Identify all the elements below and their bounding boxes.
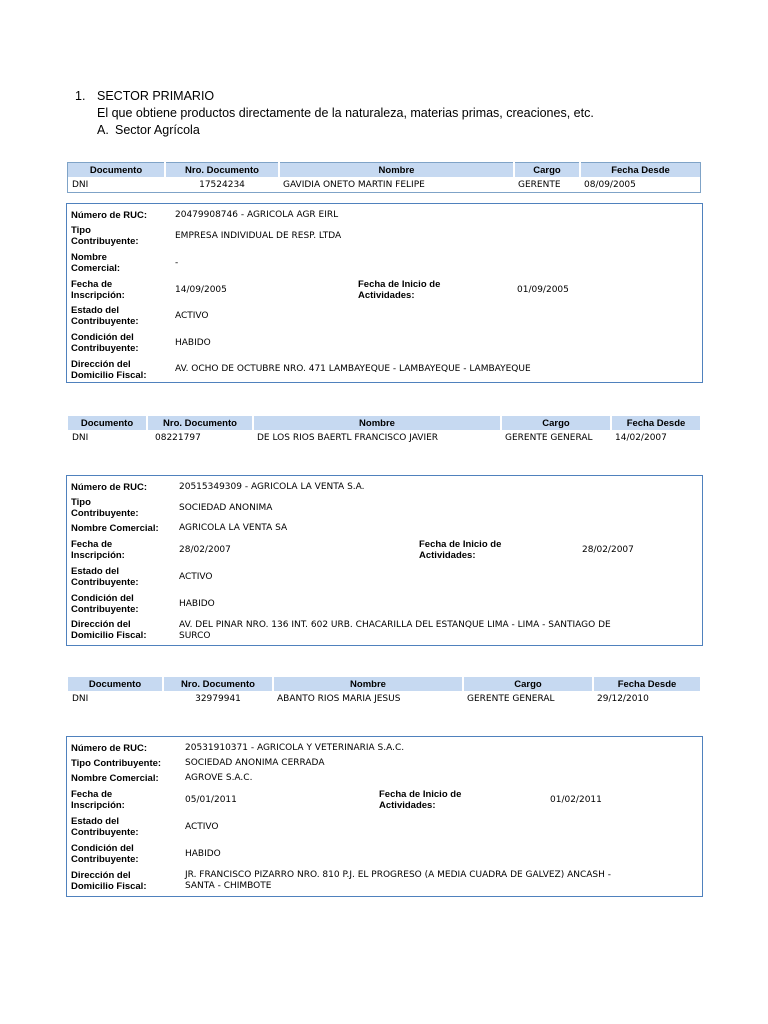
table-row bbox=[68, 430, 700, 445]
col-documento: Documento bbox=[68, 677, 163, 691]
ruc-info-box bbox=[66, 475, 703, 646]
representative-table bbox=[68, 416, 700, 445]
value-direccion-line2: SURCO bbox=[179, 631, 211, 641]
table-header-row bbox=[68, 677, 700, 691]
label-estado-2: Contribuyente: bbox=[71, 827, 139, 838]
label-ruc: Número de RUC: bbox=[71, 210, 148, 221]
label-tipo-contribuyente: Tipo Contribuyente: bbox=[71, 758, 162, 769]
col-nro-documento: Nro. Documento bbox=[163, 677, 273, 691]
section-number: 1. bbox=[75, 89, 86, 103]
label-direccion-1: Dirección del bbox=[71, 870, 131, 881]
label-condicion-1: Condición del bbox=[71, 332, 134, 343]
label-fecha-2: Inscripción: bbox=[71, 550, 125, 561]
value-fecha-inscripcion: 28/02/2007 bbox=[179, 545, 231, 555]
label-fecha-2: Inscripción: bbox=[71, 800, 125, 811]
label-inicio-1: Fecha de Inicio de bbox=[419, 539, 502, 550]
cell-documento: DNI bbox=[72, 693, 89, 704]
table-row bbox=[68, 177, 701, 193]
value-direccion-line1: JR. FRANCISCO PIZARRO NRO. 810 P.J. EL PROGRESO (A MEDIA CUADRA DE GALVEZ) ANCASH - bbox=[185, 870, 612, 880]
section-heading-row bbox=[75, 88, 594, 105]
label-estado-1: Estado del bbox=[71, 566, 120, 577]
label-inicio-2: Actividades: bbox=[419, 550, 476, 561]
value-condicion: HABIDO bbox=[185, 849, 221, 859]
value-nombre-comercial: AGROVE S.A.C. bbox=[185, 773, 253, 783]
value-ruc: 20479908746 - AGRICOLA AGR EIRL bbox=[175, 210, 339, 220]
col-cargo: Cargo bbox=[463, 677, 593, 691]
label-condicion-1: Condición del bbox=[71, 843, 134, 854]
col-nombre: Nombre bbox=[279, 163, 514, 178]
value-direccion: AV. OCHO DE OCTUBRE NRO. 471 LAMBAYEQUE - LAMBAYEQUE - LAMBAYEQUE bbox=[175, 364, 531, 374]
label-nombre-comercial: Nombre Comercial: bbox=[71, 523, 159, 534]
section-heading: SECTOR PRIMARIO bbox=[97, 89, 215, 103]
cell-nombre: ABANTO RIOS MARIA JESUS bbox=[277, 693, 401, 704]
value-nombre-comercial: - bbox=[175, 258, 179, 268]
table-row bbox=[68, 691, 700, 706]
label-estado-2: Contribuyente: bbox=[71, 316, 139, 327]
label-condicion-1: Condición del bbox=[71, 593, 134, 604]
label-inicio-1: Fecha de Inicio de bbox=[358, 279, 441, 290]
value-nombre-comercial: AGRICOLA LA VENTA SA bbox=[179, 523, 288, 533]
label-direccion-2: Domicilio Fiscal: bbox=[71, 630, 147, 641]
label-nombre-comercial: Nombre Comercial: bbox=[71, 773, 159, 784]
cell-cargo: GERENTE bbox=[518, 179, 561, 190]
col-fecha-desde: Fecha Desde bbox=[593, 677, 700, 691]
ruc-info-box bbox=[66, 736, 703, 897]
label-estado-1: Estado del bbox=[71, 816, 120, 827]
value-tipo: EMPRESA INDIVIDUAL DE RESP. LTDA bbox=[175, 231, 342, 241]
ruc-info-box bbox=[66, 203, 703, 383]
label-tipo-1: Tipo bbox=[71, 497, 91, 508]
col-fecha-desde: Fecha Desde bbox=[611, 416, 700, 430]
col-nro-documento: Nro. Documento bbox=[165, 163, 279, 178]
label-nombre-1: Nombre bbox=[71, 252, 107, 263]
col-documento: Documento bbox=[68, 416, 147, 430]
label-direccion-1: Dirección del bbox=[71, 619, 131, 630]
subsection-heading-row bbox=[75, 122, 594, 139]
cell-documento: DNI bbox=[72, 432, 89, 443]
label-direccion-2: Domicilio Fiscal: bbox=[71, 370, 147, 381]
representative-table bbox=[67, 162, 701, 193]
representative-table bbox=[68, 677, 700, 706]
label-condicion-2: Contribuyente: bbox=[71, 854, 139, 865]
cell-nombre: DE LOS RIOS BAERTL FRANCISCO JAVIER bbox=[257, 432, 439, 443]
label-condicion-2: Contribuyente: bbox=[71, 604, 139, 615]
label-ruc: Número de RUC: bbox=[71, 482, 148, 493]
cell-fecha-desde: 08/09/2005 bbox=[584, 179, 636, 190]
value-fecha-inscripcion: 05/01/2011 bbox=[185, 795, 237, 805]
cell-nombre: GAVIDIA ONETO MARTIN FELIPE bbox=[283, 179, 425, 190]
section-description: El que obtiene productos directamente de la naturaleza, materias primas, creaciones, etc. bbox=[97, 106, 594, 120]
label-inicio-2: Actividades: bbox=[379, 800, 436, 811]
table-header-row bbox=[68, 163, 701, 178]
label-fecha-1: Fecha de bbox=[71, 789, 113, 800]
col-nombre: Nombre bbox=[273, 677, 463, 691]
label-tipo-2: Contribuyente: bbox=[71, 236, 139, 247]
label-estado-2: Contribuyente: bbox=[71, 577, 139, 588]
label-fecha-1: Fecha de bbox=[71, 279, 113, 290]
col-fecha-desde: Fecha Desde bbox=[580, 163, 701, 178]
col-cargo: Cargo bbox=[514, 163, 580, 178]
subsection-heading: Sector Agrícola bbox=[115, 123, 200, 137]
label-estado-1: Estado del bbox=[71, 305, 120, 316]
subsection-letter: A. bbox=[97, 123, 109, 137]
col-nro-documento: Nro. Documento bbox=[147, 416, 253, 430]
value-estado: ACTIVO bbox=[179, 572, 213, 582]
label-fecha-2: Inscripción: bbox=[71, 290, 125, 301]
label-nombre-2: Comercial: bbox=[71, 263, 121, 274]
cell-cargo: GERENTE GENERAL bbox=[505, 432, 593, 443]
value-tipo: SOCIEDAD ANONIMA CERRADA bbox=[185, 758, 325, 768]
section-intro bbox=[75, 88, 594, 139]
value-fecha-inscripcion: 14/09/2005 bbox=[175, 285, 227, 295]
col-nombre: Nombre bbox=[253, 416, 501, 430]
label-tipo-2: Contribuyente: bbox=[71, 508, 139, 519]
cell-fecha-desde: 29/12/2010 bbox=[597, 693, 649, 704]
value-estado: ACTIVO bbox=[175, 311, 209, 321]
cell-nro-documento: 08221797 bbox=[155, 432, 201, 443]
label-fecha-1: Fecha de bbox=[71, 539, 113, 550]
value-direccion-line2: SANTA - CHIMBOTE bbox=[185, 881, 272, 891]
cell-nro-documento: 17524234 bbox=[199, 179, 245, 190]
cell-nro-documento: 32979941 bbox=[195, 693, 241, 704]
cell-fecha-desde: 14/02/2007 bbox=[615, 432, 667, 443]
value-fecha-inicio: 01/02/2011 bbox=[550, 795, 602, 805]
value-estado: ACTIVO bbox=[185, 822, 219, 832]
col-documento: Documento bbox=[68, 163, 166, 178]
label-direccion-1: Dirección del bbox=[71, 359, 131, 370]
value-condicion: HABIDO bbox=[179, 599, 215, 609]
value-direccion-line1: AV. DEL PINAR NRO. 136 INT. 602 URB. CHACARILLA DEL ESTANQUE LIMA - LIMA - SANTIAGO DE bbox=[179, 620, 611, 630]
label-inicio-1: Fecha de Inicio de bbox=[379, 789, 462, 800]
table-header-row bbox=[68, 416, 700, 430]
value-fecha-inicio: 28/02/2007 bbox=[582, 545, 634, 555]
label-ruc: Número de RUC: bbox=[71, 743, 148, 754]
value-tipo: SOCIEDAD ANONIMA bbox=[179, 503, 273, 513]
col-cargo: Cargo bbox=[501, 416, 611, 430]
value-ruc: 20531910371 - AGRICOLA Y VETERINARIA S.A.C. bbox=[185, 743, 405, 753]
label-inicio-2: Actividades: bbox=[358, 290, 415, 301]
value-fecha-inicio: 01/09/2005 bbox=[517, 285, 569, 295]
label-tipo-1: Tipo bbox=[71, 225, 91, 236]
value-ruc: 20515349309 - AGRICOLA LA VENTA S.A. bbox=[179, 482, 365, 492]
cell-cargo: GERENTE GENERAL bbox=[467, 693, 555, 704]
cell-documento: DNI bbox=[72, 179, 89, 190]
label-condicion-2: Contribuyente: bbox=[71, 343, 139, 354]
label-direccion-2: Domicilio Fiscal: bbox=[71, 881, 147, 892]
value-condicion: HABIDO bbox=[175, 338, 211, 348]
